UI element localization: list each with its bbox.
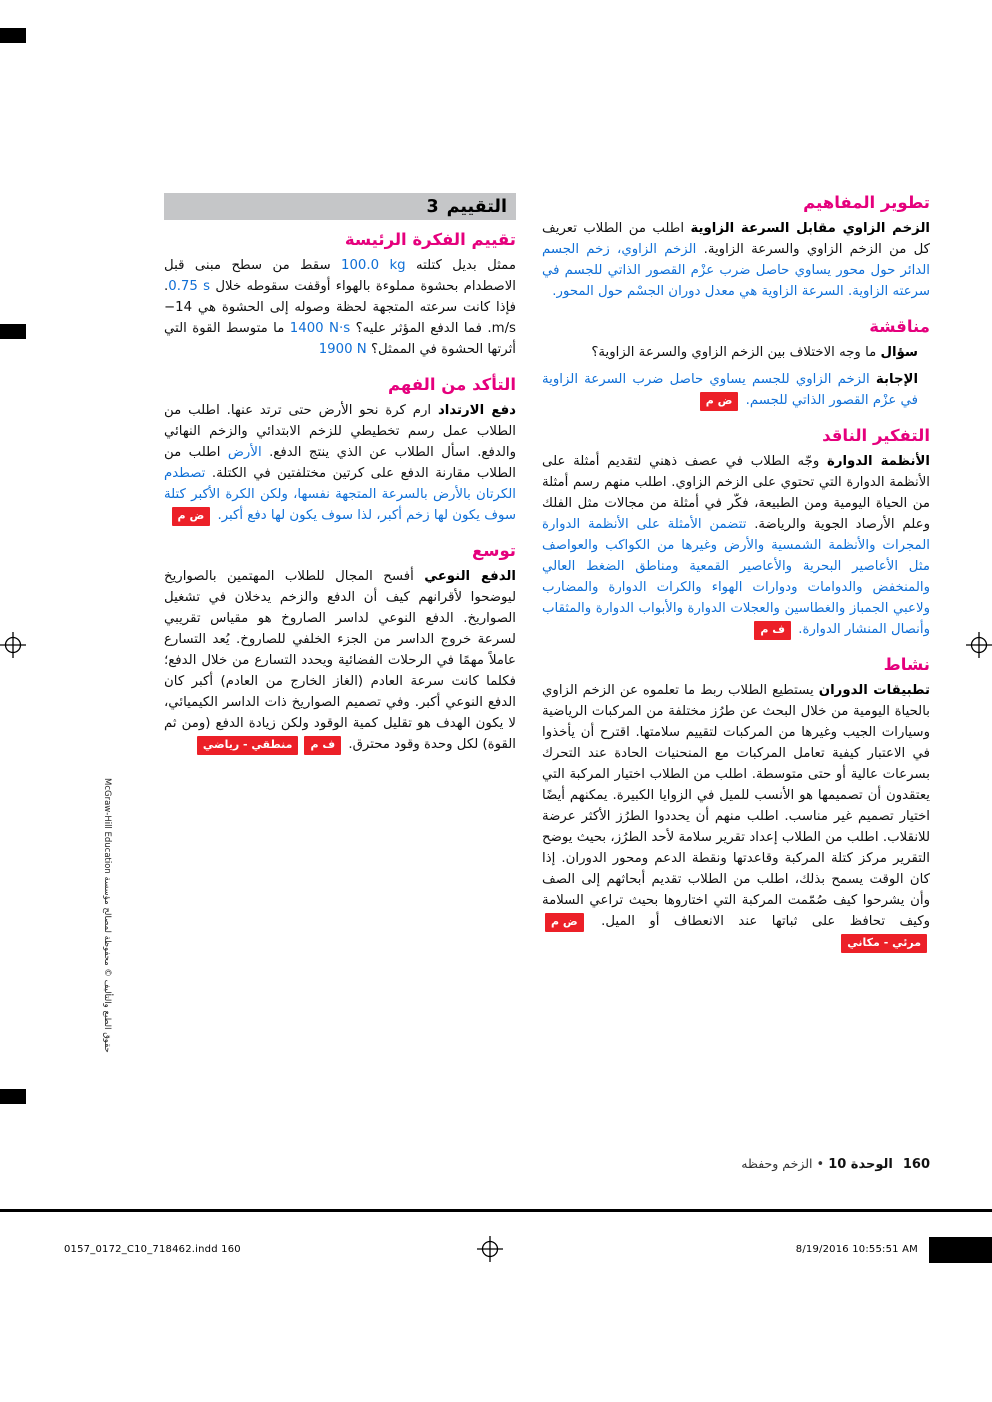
section-develop-concepts xyxy=(542,193,930,302)
answer-force: 1900 N xyxy=(318,342,367,357)
standard-badge: ض م xyxy=(545,913,584,932)
paragraph-text: وجّه الطلاب في عصف ذهني لتقديم أمثلة على الأنظمة الدوارة التي تحتوي على الزخم الزاوي. اطلب منهم رسم أمثلة من الحياة اليومية ومن الطبيعة، فكّر في أمثلة من مجالات مثل الفلك وعلم الأرصاد الجوية والرياضة. xyxy=(542,454,930,532)
paragraph-text: ارم كرة نحو الأرض حتى ترتد عنها. اطلب من الطلاب عمل رسم تخطيطي للزخم الابتدائي والزخم النهائي والدفع. اسأل الطلاب عن الذي ينتج الدفع. xyxy=(164,403,516,460)
section-heading: التأكد من الفهم xyxy=(387,375,516,394)
chapter-label: الزخم وحفظه xyxy=(741,1156,813,1171)
printer-color-block xyxy=(929,1237,992,1263)
paragraph-lead: دفع الارتداد xyxy=(437,403,516,418)
slug-datetime: 8/19/2016 10:55:51 AM xyxy=(795,1244,918,1255)
crop-mark-bar xyxy=(0,324,26,339)
value-mass: 100.0 kg xyxy=(340,258,406,273)
paragraph-text: سقط من سطح مبنى قبل الاصطدام بحشوة مملوءة بالهواء أوقفت سقوطه خلال xyxy=(164,258,517,294)
section-check-understanding xyxy=(164,375,516,526)
crop-mark-bar xyxy=(0,1089,26,1104)
answer-label: الإجابة xyxy=(875,372,918,387)
teacher-notes-column xyxy=(542,193,930,968)
standard-badge: ف م xyxy=(304,736,341,755)
registration-mark-icon xyxy=(966,632,992,658)
answer-text: الزخم الزاوي، زخم الجسم الدائر حول محور يساوي حاصل ضرب عزْم القصور الذاتي للجسم في سرعته الزاوية. السرعة الزاوية هي معدل دوران الجسْم حول المحور. xyxy=(542,242,930,299)
paragraph-text: اطلب من الطلاب تعريف كل من الزخم الزاوي والسرعة الزاوية. xyxy=(542,221,930,257)
paragraph xyxy=(542,218,930,302)
paragraph-text: ما متوسط القوة التي أثرتها الحشوة في الممثل؟ xyxy=(164,321,516,357)
crop-mark-bar xyxy=(0,28,26,43)
paragraph xyxy=(164,400,516,526)
value-velocity: −14 m/s xyxy=(164,300,516,336)
copyright-sidebar-text: حقوق الطبع والتأليف © محفوظة لمصالح مؤسسة McGraw-Hill Education xyxy=(102,778,112,1053)
paragraph-text: أفسح المجال للطلاب المهتمين بالصواريخ ليوضحوا لأقرانهم كيف أن الدفع والزخم يدخلان في تشغيل الصواريخ. الدفع النوعي لداسر الصاروخ هو مقياس تقريبي لسرعة خروج الداسر من الجزء الخلفي للصاروخ. يُعد التسارع عاملاً مهمًا في الرحلات الفضائية ويحدد التسارع من خلال الدفع؛ فكلما كانت سرعة العادم (الغاز الخارج من العادم) أكبر كان الدفع النوعي أكبر. وفي تصميم الصواريخ ذات الداسر الكيميائي، لا يكون الهدف هو تقليل كمية الوقود ولكن زيادة الدفع (ومن ثم القوة) لكل وحدة وقود محترق. xyxy=(164,569,516,752)
slug-filename: 0157_0172_C10_718462.indd 160 xyxy=(64,1244,241,1255)
section-heading: تطوير المفاهيم xyxy=(803,193,930,212)
paragraph-text: . فما الدفع المؤثر عليه؟ xyxy=(355,321,492,336)
section-main-idea xyxy=(164,230,516,360)
unit-label: الوحدة 10 xyxy=(828,1157,893,1172)
paragraph xyxy=(542,451,930,640)
assess-title-bar xyxy=(164,193,516,220)
paragraph xyxy=(542,680,930,953)
section-heading: تقييم الفكرة الرئيسة xyxy=(344,230,516,249)
discussion-question xyxy=(542,342,930,363)
assess-number: 3 xyxy=(426,196,439,217)
skill-badge: مرئي - مكاني xyxy=(841,934,927,953)
page-number: 160 xyxy=(902,1157,930,1172)
section-discussion xyxy=(542,317,930,411)
paragraph-text: . فإذا كانت سرعته المتجهة لحظة وصوله إلى الحشوة هي xyxy=(164,279,516,315)
paragraph-lead: الزخم الزاوي مقابل السرعة الزاوية xyxy=(690,221,930,236)
trim-rule xyxy=(0,1209,992,1212)
answer-text: تصطدم الكرتان بالأرض بالسرعة المتجهة نفسها، ولكن الكرة الأكبر كتلة سوف يكون لها زخم أكبر، لذا سوف يكون لها دفع أكبر. xyxy=(164,466,516,523)
registration-mark-icon xyxy=(0,632,26,658)
section-extend xyxy=(164,541,516,755)
answer-text: تتضمن الأمثلة على الأنظمة الدوارة المجرات والأنظمة الشمسية والأرض وغيرها من الكواكب والعواصف مثل الأعاصير البحرية والأعاصير القمعية ومناطق الضغط العالي والمنخفض والدوامات ودوارات الهواء والكرات الدوارة والمضارب ولاعبي الجمباز والغطاسين والعجلات الدوارة والأبواب الدوارة والمثقاب وأنصال المنشار الدوارة. xyxy=(542,517,930,637)
section-heading: التفكير الناقد xyxy=(822,426,930,445)
section-heading: نشاط xyxy=(883,655,930,674)
paragraph-text: اطلب من الطلاب مقارنة الدفع على كرتين مختلفتين في الكتلة. xyxy=(164,445,517,481)
value-time: 0.75 s xyxy=(168,279,211,294)
section-heading: مناقشة xyxy=(869,317,930,336)
standard-badge: ف م xyxy=(754,621,791,640)
assess-label: التقييم xyxy=(446,196,507,217)
skill-badge: منطقي - رياضي xyxy=(197,736,299,755)
section-critical-thinking xyxy=(542,426,930,640)
standard-badge: ض م xyxy=(172,507,211,526)
paragraph-lead: الأنظمة الدوارة xyxy=(826,454,930,469)
discussion-answer xyxy=(542,369,930,411)
standard-badge: ض م xyxy=(700,392,739,411)
paragraph xyxy=(164,566,516,755)
page-content xyxy=(164,193,930,968)
paragraph-lead: الدفع النوعي xyxy=(424,569,516,584)
question-label: سؤال xyxy=(880,345,918,360)
paragraph-lead: تطبيقات الدوران xyxy=(818,683,930,698)
registration-mark-icon xyxy=(477,1236,503,1262)
section-heading: توسع xyxy=(471,541,516,560)
section-activity xyxy=(542,655,930,953)
answer-impulse: 1400 N·s xyxy=(289,321,351,336)
paragraph-text: يستطيع الطلاب ربط ما تعلموه عن الزخم الزاوي بالحياة اليومية من خلال البحث عن طرُز مختلفة من المركبات الرياضية وسيارات الجيب وغيرها من المركبات لتقييم سلامتها. اقترح أن يأخذوا في الاعتبار كيفية تعامل المركبات مع المنحنيات الحادة عند التحرك بسرعات عالية أو حتى متوسطة. اطلب من الطلاب اختيار المركبة التي يعتقدون أن تصميمها هو الأنسب للميل في الزوايا الكبيرة. يمكنهم أيضًا اختيار تصميم غير مناسب. اطلب منهم أن يحددوا الطرُز الأكثر عرضة للانقلاب. اطلب من الطلاب إعداد تقرير سلامة لأحد الطرُز، بحيث يوضح التقرير مركز كتلة المركبة وقاعدتها ونقطة الدعم ومحور الدوران. إذا كان الوقت يسمح بذلك، اطلب من الطلاب تقديم أبحاثهم إلى الصف وأن يشرحوا كيف صُمّمت المركبة التي اختاروها بحيث تراعي السلامة وكيف تحافظ على ثباتها عند الانعطاف أو الميل. xyxy=(542,683,930,929)
answer-text: الزخم الزاوي للجسم يساوي حاصل ضرب السرعة الزاوية في عزْم القصور الذاتي للجسم. xyxy=(542,372,918,408)
paragraph-text: ممثل بديل كتلته xyxy=(415,258,516,273)
footer-bullet: • xyxy=(816,1157,825,1172)
paragraph xyxy=(164,255,516,360)
page-footer xyxy=(741,1156,930,1172)
assessment-column xyxy=(164,193,516,968)
question-text: ما وجه الاختلاف بين الزخم الزاوي والسرعة الزاوية؟ xyxy=(591,345,877,360)
answer-text: الأرض xyxy=(227,445,262,460)
